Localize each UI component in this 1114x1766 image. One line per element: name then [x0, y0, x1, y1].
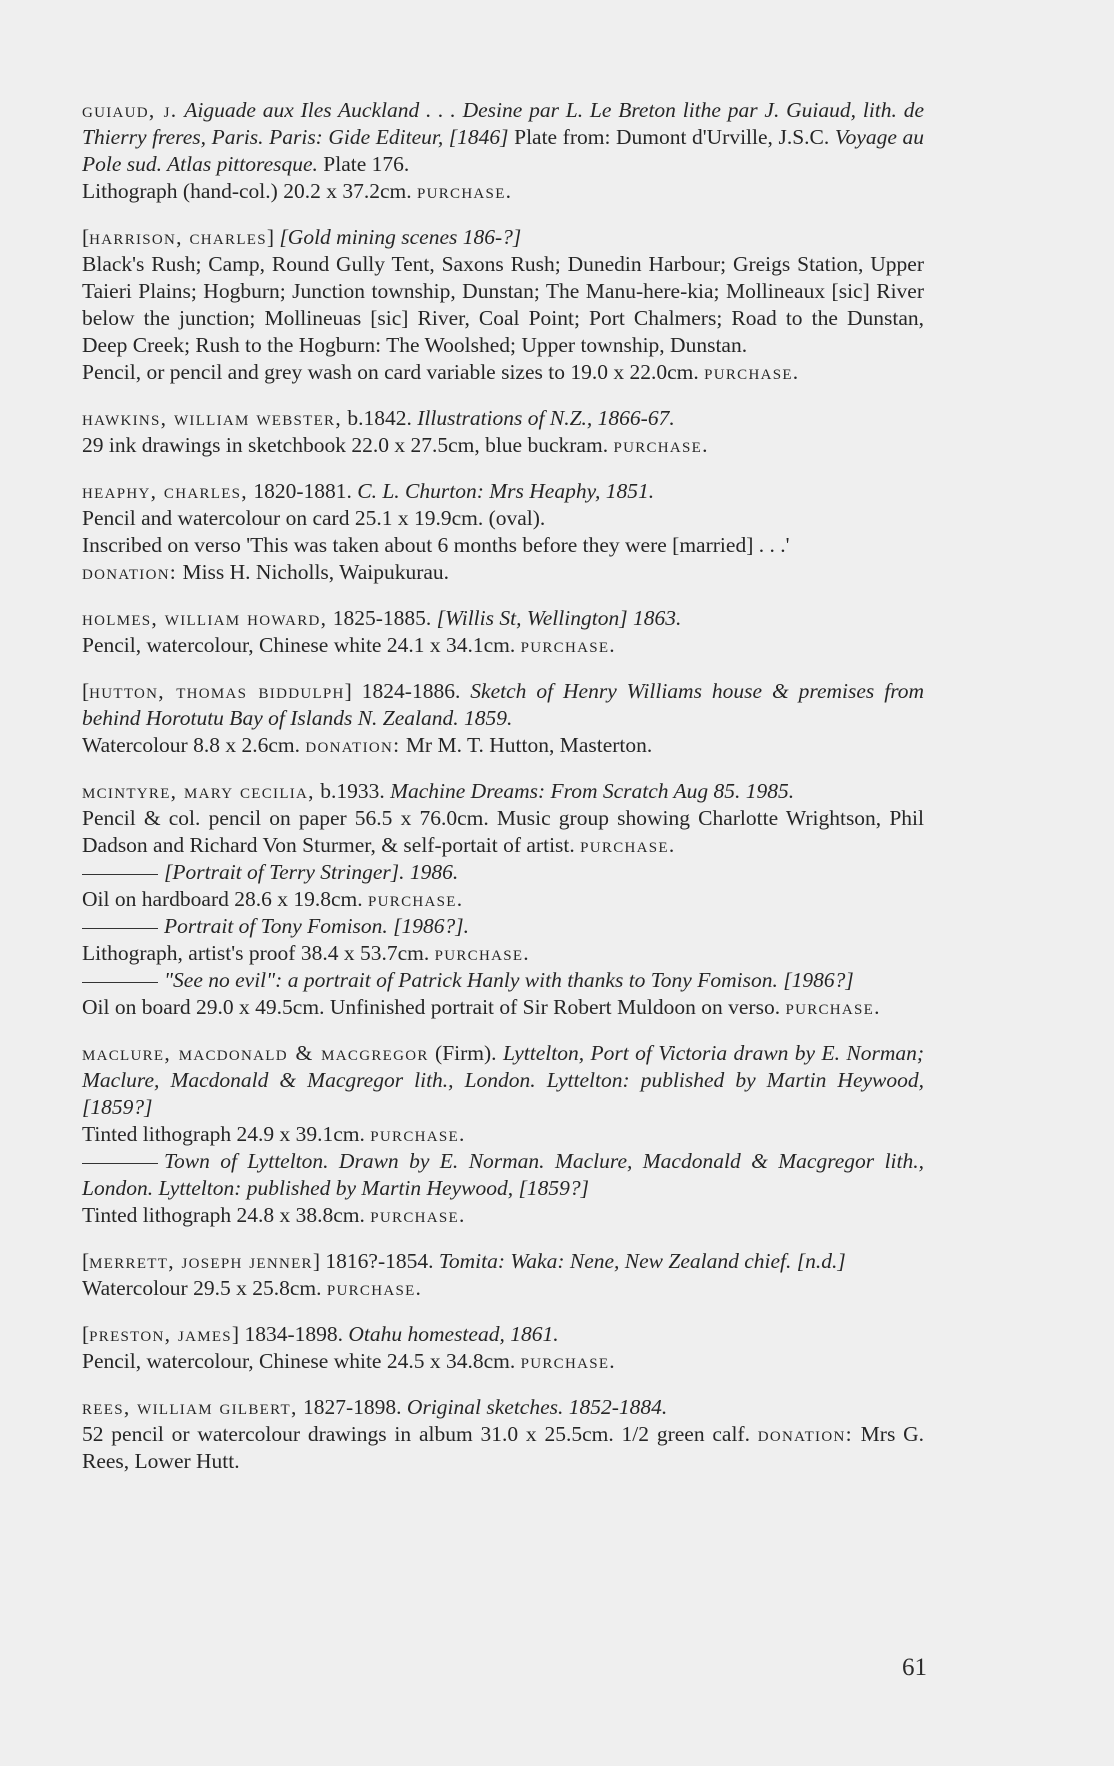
entry-heading	[82, 1249, 846, 1273]
medium-line	[82, 632, 924, 659]
entry-heading	[82, 479, 654, 503]
entry-heading	[82, 1395, 667, 1419]
medium: Oil on hardboard 28.6 x 19.8cm.	[82, 887, 363, 911]
medium-line	[82, 1121, 924, 1148]
acquisition-label: donation:	[82, 560, 178, 584]
open-bracket: [	[82, 1249, 90, 1273]
entry-maclure	[82, 1040, 924, 1229]
medium-line	[82, 805, 924, 859]
work-title: Machine Dreams: From Scratch Aug 85. 1985.	[390, 779, 795, 803]
sub-entry-title-line	[82, 1148, 924, 1202]
artist-name: guiaud, j.	[82, 98, 178, 122]
medium-line	[82, 1421, 924, 1475]
ditto-dash	[82, 874, 158, 875]
artist-dates: 1825-1885.	[332, 606, 432, 630]
close-bracket: ]	[312, 1249, 321, 1273]
acquisition-label: purchase.	[370, 1203, 466, 1227]
entry-heaphy	[82, 478, 924, 586]
entry-list	[82, 97, 924, 1494]
artist-name: merrett, joseph jenner	[89, 1249, 313, 1273]
work-title: Tomita: Waka: Nene, New Zealand chief. [n.d.]	[438, 1249, 846, 1273]
entry-heading	[82, 225, 521, 249]
artist-dates: b.1933.	[320, 779, 385, 803]
description: Black's Rush; Camp, Round Gully Tent, Saxons Rush; Dunedin Harbour; Greigs Station, Upper Taieri Plains; Hogburn; Junction township, Dunstan; The Manu-here-kia; Mollineaux [sic] River below the junction; Mollineuas [sic] River, Coal Point; Port Chalmers; Road to the Dunstan, Deep Creek; Rush to the Hogburn: The Woolshed; Upper township, Dunstan.	[82, 252, 924, 357]
work-title: [Gold mining scenes 186-?]	[279, 225, 522, 249]
plate-number: Plate 176.	[323, 152, 410, 176]
open-bracket: [	[82, 679, 90, 703]
medium-line	[82, 178, 924, 205]
medium-line	[82, 994, 924, 1021]
sub-entry-title-line	[82, 913, 924, 940]
acquisition-label: purchase.	[520, 1349, 616, 1373]
medium: Tinted lithograph 24.8 x 38.8cm.	[82, 1203, 365, 1227]
work-title: [Portrait of Terry Stringer]. 1986.	[164, 860, 459, 884]
entry-heading	[82, 679, 924, 730]
acquisition-label: purchase.	[370, 1122, 466, 1146]
acquisition-label: donation:	[305, 733, 401, 757]
sub-entry-title-line	[82, 967, 924, 994]
artist-dates: 1820-1881.	[253, 479, 352, 503]
work-title: Town of Lyttelton. Drawn by E. Norman. Maclure, Macdonald & Macgregor lith., London. Lyttelton: published by Martin Heywood, [1859?]	[82, 1149, 924, 1200]
medium-line	[82, 886, 924, 913]
page-number: 61	[902, 1654, 927, 1681]
medium: Pencil, or pencil and grey wash on card variable sizes to 19.0 x 22.0cm.	[82, 360, 699, 384]
artist-dates: 1824-1886.	[361, 679, 461, 703]
entry-hutton	[82, 678, 924, 759]
artist-dates: 1827-1898.	[303, 1395, 402, 1419]
acquisition-label: purchase.	[416, 179, 513, 203]
medium: 29 ink drawings in sketchbook 22.0 x 27.5cm, blue buckram.	[82, 433, 609, 457]
entry-guiaud	[82, 97, 924, 205]
medium: Pencil and watercolour on card 25.1 x 19.9cm. (oval).	[82, 506, 546, 530]
firm-note: (Firm).	[435, 1041, 497, 1065]
entry-heading	[82, 1322, 559, 1346]
medium-line	[82, 1348, 924, 1375]
entry-heading	[82, 606, 681, 630]
entry-heading	[82, 406, 675, 430]
medium-line	[82, 432, 924, 459]
donor: Mrs G. Rees, Lower Hutt.	[82, 1422, 925, 1473]
work-title: Illustrations of N.Z., 1866-67.	[417, 406, 675, 430]
medium: Lithograph, artist's proof 38.4 x 53.7cm.	[82, 941, 430, 965]
medium: Watercolour 8.8 x 2.6cm.	[82, 733, 300, 757]
acquisition-label: purchase.	[368, 887, 464, 911]
work-title: Sketch of Henry Williams house & premises from behind Horotutu Bay of Islands N. Zealand. 1859.	[82, 679, 925, 730]
medium-line	[82, 1202, 924, 1229]
medium: 52 pencil or watercolour drawings in album 31.0 x 25.5cm. 1/2 green calf.	[82, 1422, 750, 1446]
medium-line	[82, 940, 924, 967]
ditto-dash	[82, 982, 158, 983]
entry-hawkins	[82, 405, 924, 459]
artist-name: heaphy, charles,	[82, 479, 248, 503]
artist-name: holmes, william howard,	[82, 606, 328, 630]
medium: Watercolour 29.5 x 25.8cm.	[82, 1276, 322, 1300]
source-title: Voyage au Pole sud. Atlas pittoresque.	[82, 125, 924, 176]
inscription: Inscribed on verso 'This was taken about 6 months before they were [married] . . .'	[82, 533, 790, 557]
close-bracket: ]	[344, 679, 352, 703]
artist-name: maclure, macdonald & macgregor	[82, 1041, 429, 1065]
work-title: [Willis St, Wellington] 1863.	[436, 606, 682, 630]
plate-source: Plate from: Dumont d'Urville, J.S.C.	[514, 125, 830, 149]
medium: Pencil, watercolour, Chinese white 24.1 x 34.1cm.	[82, 633, 516, 657]
sub-entry-title-line	[82, 859, 924, 886]
medium: Pencil, watercolour, Chinese white 24.5 x 34.8cm.	[82, 1349, 516, 1373]
acquisition-label: purchase.	[704, 360, 800, 384]
open-bracket: [	[82, 1322, 90, 1346]
entry-merrett	[82, 1248, 924, 1302]
artist-name: rees, william gilbert,	[82, 1395, 298, 1419]
close-bracket: ]	[266, 225, 275, 249]
medium: Pencil & col. pencil on paper 56.5 x 76.0cm. Music group showing Charlotte Wrightson, Phil Dadson and Richard Von Sturmer, & self-portait of artist.	[82, 806, 924, 857]
acquisition-label: purchase.	[613, 433, 709, 457]
work-title: C. L. Churton: Mrs Heaphy, 1851.	[357, 479, 655, 503]
artist-name: preston, james	[89, 1322, 232, 1346]
acquisition-label: purchase.	[785, 995, 881, 1019]
work-title: "See no evil": a portrait of Patrick Hanly with thanks to Tony Fomison. [1986?]	[164, 968, 854, 992]
medium: Tinted lithograph 24.9 x 39.1cm.	[82, 1122, 365, 1146]
artist-name: harrison, charles	[89, 225, 267, 249]
artist-dates: 1834-1898.	[244, 1322, 343, 1346]
entry-mcintyre	[82, 778, 924, 1021]
entry-preston	[82, 1321, 924, 1375]
acquisition-label: purchase.	[520, 633, 616, 657]
acquisition-label: purchase.	[434, 941, 530, 965]
work-title: Lyttelton, Port of Victoria drawn by E. Norman; Maclure, Macdonald & Macgregor lith., London. Lyttelton: published by Martin Heywood, [1859?]	[82, 1041, 925, 1119]
acquisition-label: purchase.	[326, 1276, 423, 1300]
medium-line	[82, 359, 924, 386]
close-bracket: ]	[231, 1322, 240, 1346]
entry-heading	[82, 779, 794, 803]
entry-heading	[82, 98, 924, 176]
open-bracket: [	[82, 225, 90, 249]
artist-name: hawkins, william webster,	[82, 406, 343, 430]
ditto-dash	[82, 1163, 158, 1164]
acquisition-label: donation:	[757, 1422, 853, 1446]
artist-name: hutton, thomas biddulph	[89, 679, 345, 703]
medium: Lithograph (hand-col.) 20.2 x 37.2cm.	[82, 179, 412, 203]
ditto-dash	[82, 928, 158, 929]
medium-line	[82, 1275, 924, 1302]
work-title: Aiguade aux Iles Auckland . . . Desine par L. Le Breton lithe par J. Guiaud, lith. de Thierry freres, Paris. Paris: Gide Editeur, [1846]	[82, 98, 924, 149]
donor: Miss H. Nicholls, Waipukurau.	[182, 560, 450, 584]
entry-harrison	[82, 224, 924, 386]
medium: Oil on board 29.0 x 49.5cm. Unfinished portrait of Sir Robert Muldoon on verso.	[82, 995, 781, 1019]
work-title: Portrait of Tony Fomison. [1986?].	[164, 914, 470, 938]
work-title: Original sketches. 1852-1884.	[406, 1395, 668, 1419]
entry-rees	[82, 1394, 924, 1475]
work-title: Otahu homestead, 1861.	[348, 1322, 559, 1346]
acquisition-label: purchase.	[580, 833, 676, 857]
artist-name: mcintyre, mary cecilia,	[82, 779, 315, 803]
artist-dates: b.1842.	[347, 406, 412, 430]
medium-line	[82, 732, 924, 759]
artist-dates: 1816?-1854.	[325, 1249, 434, 1273]
donor: Mr M. T. Hutton, Masterton.	[405, 733, 653, 757]
entry-holmes	[82, 605, 924, 659]
entry-heading	[82, 1041, 924, 1119]
donation-line	[82, 559, 924, 586]
